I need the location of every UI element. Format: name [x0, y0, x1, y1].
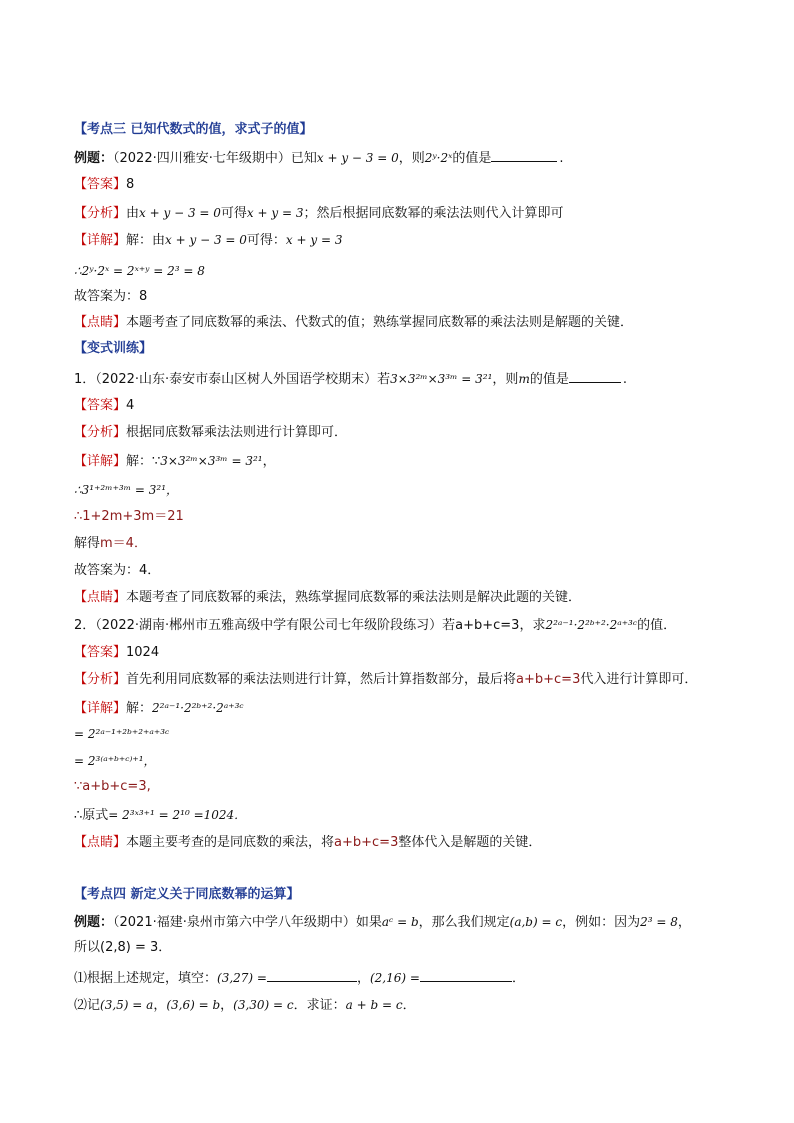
s3-conclusion: 故答案为：8 — [74, 289, 148, 304]
section-four-header: 【考点四 新定义关于同底数幂的运算】 — [74, 887, 300, 902]
drill-header: 【变式训练】 — [74, 341, 153, 356]
s3-example-line: 例题：（2022·四川雅安·七年级期中）已知x + y − 3 = 0，则2ʸ·2ˣ的值是 . — [74, 148, 734, 168]
q1-step: 解得m＝4． — [74, 536, 147, 551]
q2-line: 2．（2022·湖南·郴州市五雅高级中学有限公司七年级阶段练习）若a+b+c=3，求2²ᵃ⁻¹·2²ᵇ⁺²·2ᵃ⁺³ᶜ的值． — [74, 618, 677, 633]
s3-detail: 【详解】解：由x + y − 3 = 0可得：x + y = 3 — [74, 233, 343, 248]
answer-blank — [569, 369, 621, 383]
q2-answer: 【答案】1024 — [74, 645, 160, 660]
q2-step: = 2²ᵃ⁻¹⁺²ᵇ⁺²⁺ᵃ⁺³ᶜ — [74, 727, 170, 741]
example-label: 例题： — [74, 151, 114, 166]
q1-analysis: 【分析】根据同底数幂乘法法则进行计算即可． — [74, 425, 348, 440]
answer-blank — [267, 968, 357, 982]
q1-step: ∴1+2m+3m＝21 — [74, 509, 184, 524]
answer-blank — [420, 968, 512, 982]
q2-comment: 【点睛】本题主要考查的是同底数的乘法，将a+b+c=3整体代入是解题的关键． — [74, 835, 542, 850]
s3-comment: 【点睛】本题考查了同底数幂的乘法、代数式的值；熟练掌握同底数幂的乘法法则是解题的关键． — [74, 315, 634, 330]
q1-comment: 【点睛】本题考查了同底数幂的乘法，熟练掌握同底数幂的乘法法则是解决此题的关键． — [74, 590, 582, 605]
s4-example-line2: 所以(2,8) = 3． — [74, 940, 172, 955]
q1-step: ∴3¹⁺²ᵐ⁺³ᵐ = 3²¹， — [74, 483, 179, 497]
q2-analysis: 【分析】首先利用同底数幂的乘法法则进行计算，然后计算指数部分，最后将a+b+c=3代入进行计算即可． — [74, 672, 698, 687]
q1-detail: 【详解】解：∵3×3²ᵐ×3³ᵐ = 3²¹， — [74, 454, 276, 469]
s3-answer: 【答案】8 — [74, 177, 135, 192]
s4-part1: ⑴根据上述规定，填空：(3,27) = ，(2,16) = ． — [74, 968, 734, 988]
q2-step: = 2³⁽ᵃ⁺ᵇ⁺ᶜ⁾⁺¹， — [74, 754, 156, 768]
q1-line: 1．（2022·山东·泰安市泰山区树人外国语学校期末）若3×3²ᵐ×3³ᵐ = 3²¹，则m的值是 . — [74, 369, 734, 389]
s4-part2: ⑵记(3,5) = a，(3,6) = b，(3,30) = c．求证：a + b = c． — [74, 998, 416, 1013]
q1-conclusion: 故答案为：4． — [74, 563, 161, 578]
section-three-header: 【考点三 已知代数式的值，求式子的值】 — [74, 122, 313, 137]
q2-detail: 【详解】解：2²ᵃ⁻¹·2²ᵇ⁺²·2ᵃ⁺³ᶜ — [74, 701, 244, 716]
q1-answer: 【答案】4 — [74, 398, 135, 413]
q2-step: ∴原式= 2³ˣ³⁺¹ = 2¹⁰ =1024． — [74, 808, 247, 823]
q2-step: ∵a+b+c=3, — [74, 779, 151, 794]
s4-example-line: 例题：（2021·福建·泉州市第六中学八年级期中）如果aᶜ = b，那么我们规定(a,b) = c，例如：因为2³ = 8， — [74, 915, 691, 930]
example-label: 例题： — [74, 915, 114, 930]
answer-blank — [491, 148, 557, 162]
s3-analysis: 【分析】由x + y − 3 = 0可得x + y = 3；然后根据同底数幂的乘法法则代入计算即可 — [74, 206, 564, 221]
s3-step: ∴2ʸ·2ˣ = 2ˣ⁺ʸ = 2³ = 8 — [74, 264, 205, 278]
